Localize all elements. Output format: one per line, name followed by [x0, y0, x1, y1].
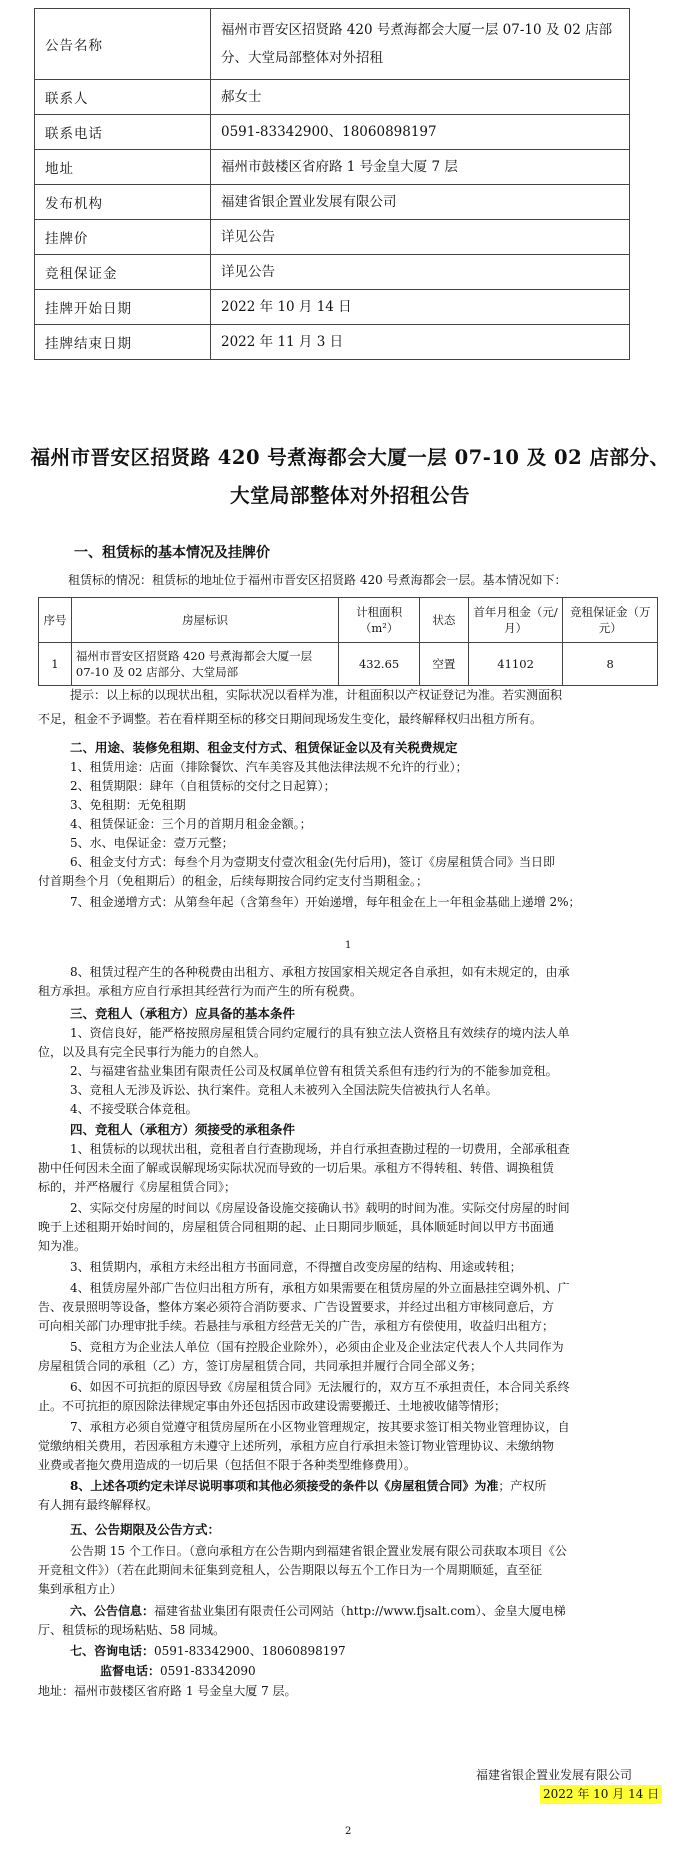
col-header: 状态 [419, 598, 468, 643]
col-header: 竞租保证金（万元） [563, 598, 658, 643]
tip-line: 不足，租金不予调整。若在看样期至标的移交日期间现场发生变化，最终解释权归出租方所有。 [38, 712, 543, 726]
cell-status: 空置 [419, 643, 468, 686]
supervise-phone: 0591-83342090 [160, 1664, 256, 1678]
section-5-line: 公告期 15 个工作日。（意向承租方在公告期内到福建省银企置业发展有限公司获取本项目《公 [70, 1544, 567, 1558]
section-4-line: 止。不可抗拒的原因除法律规定事由外还包括因市政建设需要搬迁、土地被收储等情形； [38, 1399, 507, 1413]
info-value: 郝女士 [211, 80, 630, 115]
info-label: 竞租保证金 [35, 255, 211, 290]
section-2-item: 3、免租期：无免租期 [70, 798, 186, 812]
section-4-line: 5、竞租方为企业法人单位（国有控股企业除外），必须由企业及企业法定代表人个人共同作为 [70, 1340, 564, 1354]
section-4-line: 2、实际交付房屋的时间以《房屋设备设施交接确认书》载明的时间为准。实际交付房屋的时间 [70, 1201, 570, 1215]
section-2-item: 4、租赁保证金：三个月的首期月租金金额。； [70, 817, 312, 831]
signature-date: 2022 年 10 月 14 日 [540, 1785, 662, 1804]
cell-no: 1 [39, 643, 72, 686]
section-2-item: 7、租金递增方式：从第叁年起（含第叁年）开始递增，每年租金在上一年租金基础上递增 2%； [70, 895, 581, 909]
consult-phone: 0591-83342900、18060898197 [154, 1644, 346, 1658]
table-header-row [39, 598, 658, 643]
section-4-item8 [70, 1477, 546, 1496]
section-1-heading: 一、租赁标的基本情况及挂牌价 [74, 545, 270, 561]
section-5-line: 开竞租文件》）（若在此期间未征集到竞租人，公告期限以每五个工作日为一个周期顺延，直至征 [38, 1563, 543, 1577]
table-row [35, 220, 630, 255]
section-4-line: 7、承租方必须自觉遵守租赁房屋所在小区物业管理规定，按其要求签订相关物业管理协议，自 [70, 1420, 570, 1434]
page-title-line1: 福州市晋安区招贤路 420 号煮海都会大厦一层 07-10 及 02 店部分、 [30, 446, 670, 469]
section-2-item: 租方承担。承租方应自行承担其经营行为而产生的所有税费。 [38, 984, 363, 998]
section-3-heading: 三、竞租人（承租方）应具备的基本条件 [70, 1006, 296, 1021]
section-2-item: 2、租赁期限：肆年（自租赁标的交付之日起算）； [70, 779, 336, 793]
supervise-line [100, 1662, 256, 1681]
section-6-line: 厅、租赁标的现场粘贴、58 同城。 [38, 1623, 226, 1637]
cell-rent: 41102 [468, 643, 563, 686]
section-4-line: 觉缴纳相关费用，若因承租方未遵守上述所列，承租方应自行承担未签订物业管理协议、未缴纳物 [38, 1439, 555, 1453]
signature-org: 福建省银企置业发展有限公司 [476, 1768, 633, 1782]
info-label: 发布机构 [35, 185, 211, 220]
info-label: 联系人 [35, 80, 211, 115]
col-header: 首年月租金（元/月） [468, 598, 563, 643]
info-value: 2022 年 10 月 14 日 [211, 290, 630, 325]
section-3-line: 4、不接受联合体竞租。 [70, 1102, 198, 1116]
info-label: 挂牌价 [35, 220, 211, 255]
section-4-item8-bold: 8、上述各项约定未详尽说明事项和其他必须接受的条件以《房屋租赁合同》为准 [70, 1479, 499, 1493]
info-label: 联系电话 [35, 115, 211, 150]
page-title-line2: 大堂局部整体对外招租公告 [229, 484, 470, 507]
table-row [35, 80, 630, 115]
section-4-line: 知为准。 [38, 1239, 87, 1253]
section-2-item: 8、租赁过程产生的各种税费由出租方、承租方按国家相关规定各自承担，如有未规定的，由承 [70, 965, 570, 979]
section-4-line: 勘中任何因未全面了解或误解现场实际状况而导致的一切后果。承租方不得转租、转借、调换租赁 [38, 1161, 555, 1175]
table-row [35, 9, 630, 80]
table-row [35, 255, 630, 290]
lease-table [38, 597, 658, 686]
section-4-line: 业费或者拖欠费用造成的一切后果（包括但不限于各种类型维修费用）。 [38, 1458, 417, 1472]
col-header: 房屋标识 [71, 598, 338, 643]
section-5-heading: 五、公告期限及公告方式： [70, 1522, 221, 1537]
section-4-line: 房屋租赁合同的承租（乙）方，签订房屋租赁合同，共同承担并履行合同全部义务； [38, 1359, 483, 1373]
section-4-line: 1、租赁标的以现状出租，竞租者自行查勘现场，并自行承担查勘过程的一切费用，全部承租查 [70, 1142, 570, 1156]
info-value: 福州市晋安区招贤路 420 号煮海都会大厦一层 07-10 及 02 店部分、大堂局部整体对外招租 [211, 9, 630, 80]
section-4-line: 晚于上述租期开始时间的，房屋租赁合同租期的起、止日期同步顺延，具体顺延时间以甲方书面通 [38, 1220, 555, 1234]
section-2-item: 付首期叁个月（免租期后）的租金，后续每期按合同约定支付当期租金。； [38, 874, 429, 888]
supervise-label: 监督电话： [100, 1664, 161, 1678]
info-value: 详见公告 [211, 255, 630, 290]
section-2-item: 6、租金支付方式：每叁个月为壹期支付壹次租金(先付后用)，签订《房屋租赁合同》当日即 [70, 855, 556, 869]
section-4-line: 告、夜景照明等设备，整体方案必须符合消防要求、广告设置要求，并经过出租方审核同意后，方 [38, 1300, 555, 1314]
table-row [35, 290, 630, 325]
section-1-intro: 租赁标的情况：租赁标的地址位于福州市晋安区招贤路 420 号煮海都会一层。基本情况如下： [68, 573, 567, 587]
info-label: 挂牌开始日期 [35, 290, 211, 325]
page-number: 2 [345, 1826, 352, 1837]
address-line: 地址：福州市鼓楼区省府路 1 号金皇大厦 7 层。 [38, 1684, 297, 1698]
cell-property: 福州市晋安区招贤路 420 号煮海都会大厦一层 07-10 及 02 店部分、大堂局部 [71, 643, 338, 686]
table-row [35, 115, 630, 150]
page-number: 1 [345, 940, 352, 951]
info-value: 0591-83342900、18060898197 [211, 115, 630, 150]
table-row [39, 643, 658, 686]
section-3-line: 位，以及具有完全民事行为能力的自然人。 [38, 1045, 267, 1059]
col-header: 计租面积（m²） [339, 598, 420, 643]
table-row [35, 150, 630, 185]
section-2-heading: 二、用途、装修免租期、租金支付方式、租赁保证金以及有关税费规定 [70, 740, 458, 755]
section-4-line: 可向相关部门办理审批手续。若悬挂与承租方经营无关的广告，承租方有偿使用，收益归出租方； [38, 1319, 555, 1333]
section-4-heading: 四、竞租人（承租方）须接受的承租条件 [70, 1122, 296, 1137]
section-6-line [70, 1602, 566, 1621]
section-3-line: 1、资信良好，能严格按照房屋租赁合同约定履行的具有独立法人资格且有效续存的境内法人单 [70, 1026, 570, 1040]
info-value: 2022 年 11 月 3 日 [211, 325, 630, 360]
info-label: 地址 [35, 150, 211, 185]
info-value: 福建省银企置业发展有限公司 [211, 185, 630, 220]
section-4-item8-rest: ；产权所 [498, 1479, 547, 1493]
table-row [35, 325, 630, 360]
col-header: 序号 [39, 598, 72, 643]
cell-area: 432.65 [339, 643, 420, 686]
section-2-item: 5、水、电保证金：壹万元整； [70, 836, 234, 850]
info-value: 详见公告 [211, 220, 630, 255]
section-4-line: 有人拥有最终解释权。 [38, 1498, 159, 1512]
info-label: 挂牌结束日期 [35, 325, 211, 360]
section-6-heading: 六、公告信息： [70, 1604, 155, 1618]
section-4-line: 4、租赁房屋外部广告位归出租方所有，承租方如果需要在租赁房屋的外立面悬挂空调外机、广 [70, 1281, 570, 1295]
table-row [35, 185, 630, 220]
section-4-line: 6、如因不可抗拒的原因导致《房屋租赁合同》无法履行的，双方互不承担责任，本合同关系终 [70, 1380, 570, 1394]
section-4-line: 标的，并严格履行《房屋租赁合同》； [38, 1180, 237, 1194]
section-6-text: 福建省盐业集团有限责任公司网站（http://www.fjsalt.com）、金皇大厦电梯 [154, 1604, 566, 1618]
section-4-line: 3、租赁期内，承租方未经出租方书面同意，不得擅自改变房屋的结构、用途或转租； [70, 1260, 522, 1274]
info-label: 公告名称 [35, 9, 211, 80]
section-5-line: 集到承租方止） [38, 1582, 123, 1596]
section-7-line [70, 1642, 346, 1661]
section-3-line: 3、竞租人无涉及诉讼、执行案件。竞租人未被列入全国法院失信被执行人名单。 [70, 1083, 498, 1097]
cell-deposit: 8 [563, 643, 658, 686]
section-7-heading: 七、咨询电话： [70, 1644, 155, 1658]
section-3-line: 2、与福建省盐业集团有限责任公司及权属单位曾有租赁关系但有违约行为的不能参加竞租。 [70, 1064, 558, 1078]
tip-line: 提示：以上标的以现状出租，实际状况以看样为准，计租面积以产权证登记为准。若实测面积 [70, 688, 563, 702]
section-2-item: 1、租赁用途：店面（排除餐饮、汽车美容及其他法律法规不允许的行业）； [70, 760, 468, 774]
info-table [34, 8, 630, 360]
info-value: 福州市鼓楼区省府路 1 号金皇大厦 7 层 [211, 150, 630, 185]
